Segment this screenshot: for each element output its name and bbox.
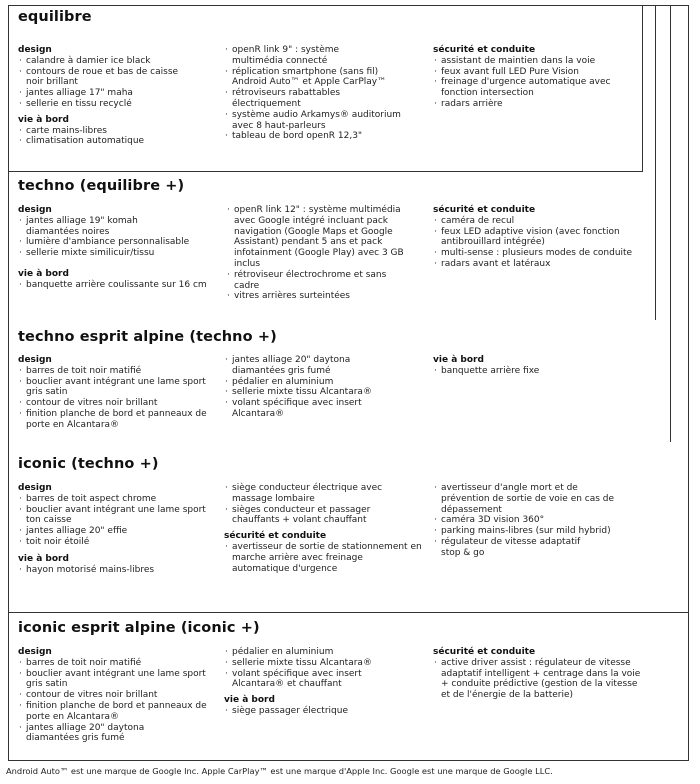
section-iconic-esprit-alpine — [8, 612, 689, 761]
list-item: · barres de toit noir matifié — [18, 366, 228, 377]
list-item: · rétroviseur électrochrome et sans cadre — [226, 270, 404, 292]
group-title: design — [18, 205, 52, 215]
section-title: techno esprit alpine (techno +) — [18, 329, 277, 345]
list-item: · finition planche de bord et panneaux de porte en Alcantara® — [18, 409, 226, 431]
list-item: · carte mains-libres — [18, 126, 218, 137]
list-item: · régulateur de vitesse adaptatif stop & go — [433, 537, 601, 559]
column-2 — [224, 355, 409, 420]
group-title: vie à bord — [18, 268, 69, 279]
list-item: · openR link 12" : système multimédia avec Google intégré incluant pack navigation (Google Maps et Google Assistant) pendant 5 ans et pack infotainment (Google Play) avec 3 GB inclus — [226, 205, 411, 270]
column-1 — [18, 205, 223, 296]
list-item: · contours de roue et bas de caisse noir brillant — [18, 67, 196, 89]
list-item: · active driver assist : régulateur de vitesse adaptatif intelligent + centrage dans la voie + conduite prédictive (gestion de la vitesse et de l'énergie de la batterie) — [433, 658, 641, 701]
column-1 — [18, 483, 223, 580]
column-3 — [433, 45, 633, 110]
group-title: vie à bord — [18, 553, 69, 564]
list-item: · siège conducteur électrique avec massage lombaire — [224, 483, 392, 505]
list-item: · barres de toit aspect chrome — [18, 494, 223, 505]
group-title: vie à bord — [224, 695, 275, 706]
group-title: design — [18, 483, 52, 493]
list-item: · radars avant et latéraux — [433, 259, 643, 270]
list-item: · bouclier avant intégrant une lame sport gris satin — [18, 377, 211, 399]
list-item: · radars arrière — [433, 99, 633, 110]
list-item: · climatisation automatique — [18, 136, 218, 147]
list-item: · siège passager électrique — [224, 706, 414, 717]
list-item: · bouclier avant intégrant une lame sport gris satin — [18, 669, 211, 691]
section-iconic — [8, 442, 689, 612]
list-item: · pédalier en aluminium — [224, 647, 414, 658]
footnote: Android Auto™ est une marque de Google Inc. Apple CarPlay™ est une marque d'Apple Inc. Google est une marque de Google LLC. — [6, 766, 553, 776]
section-techno — [8, 172, 656, 320]
list-item: · rétroviseurs rabattables électriquement — [224, 88, 382, 110]
column-1 — [18, 355, 228, 431]
group-title: design — [18, 45, 52, 55]
list-item: · avertisseur de sortie de stationnement en marche arrière avec freinage automatique d'urgence — [224, 542, 422, 574]
list-item: · réplication smartphone (sans fil) Android Auto™ et Apple CarPlay™ — [224, 67, 412, 89]
section-title: iconic (techno +) — [18, 456, 159, 472]
list-item: · sellerie mixte tissu Alcantara® — [224, 658, 414, 669]
list-item: · calandre à damier ice black — [18, 56, 218, 67]
list-item: · feux LED adaptive vision (avec fonction antibrouillard intégrée) — [433, 227, 636, 249]
list-item: · sellerie mixte similicuir/tissu — [18, 248, 223, 259]
list-item: · banquette arrière fixe — [433, 366, 633, 377]
column-1 — [18, 647, 228, 744]
list-item: · assistant de maintien dans la voie — [433, 56, 633, 67]
list-item: · jantes alliage 20" daytona diamantées gris fumé — [224, 355, 382, 377]
list-item: · multi-sense : plusieurs modes de conduite — [433, 248, 636, 259]
list-item: · sellerie en tissu recyclé — [18, 99, 218, 110]
list-item: · feux avant full LED Pure Vision — [433, 67, 633, 78]
group-title: vie à bord — [433, 355, 484, 365]
column-2 — [224, 45, 414, 142]
list-item: · sièges conducteur et passager chauffants + volant chauffant — [224, 505, 397, 527]
group-title: sécurité et conduite — [433, 45, 536, 55]
list-item: · jantes alliage 17" maha — [18, 88, 218, 99]
column-3 — [433, 355, 633, 377]
list-item: · tableau de bord openR 12,3" — [224, 131, 414, 142]
list-item: · banquette arrière coulissante sur 16 cm — [18, 280, 223, 291]
list-item: · sellerie mixte tissu Alcantara® — [224, 387, 409, 398]
list-item: · parking mains-libres (sur mild hybrid) — [433, 526, 643, 537]
section-equilibre — [8, 5, 643, 172]
list-item: · openR link 9" : système multimédia connecté — [224, 45, 372, 67]
list-item: · toit noir étoilé — [18, 537, 223, 548]
column-2 — [224, 483, 422, 579]
column-3 — [433, 647, 643, 701]
list-item: · vitres arrières surteintées — [226, 291, 411, 302]
section-title: equilibre — [18, 9, 92, 25]
list-item: · barres de toit noir matifié — [18, 658, 228, 669]
column-3 — [433, 483, 643, 559]
list-item: · jantes alliage 20" daytona diamantées gris fumé — [18, 723, 176, 745]
list-item: · lumière d'ambiance personnalisable — [18, 237, 223, 248]
section-title: techno (equilibre +) — [18, 178, 185, 194]
list-item: · hayon motorisé mains-libres — [18, 565, 223, 576]
column-3 — [433, 205, 643, 270]
section-title: iconic esprit alpine (iconic +) — [18, 620, 260, 636]
list-item: · avertisseur d'angle mort et de prévention de sortie de voie en cas de dépassement — [433, 483, 616, 515]
list-item: · contour de vitres noir brillant — [18, 398, 228, 409]
group-title: sécurité et conduite — [433, 647, 536, 657]
column-2 — [226, 205, 411, 302]
group-title: vie à bord — [18, 114, 69, 125]
list-item: · freinage d'urgence automatique avec fonction intersection — [433, 77, 621, 99]
group-title: sécurité et conduite — [224, 531, 327, 542]
column-2 — [224, 647, 414, 722]
list-item: · caméra 3D vision 360° — [433, 515, 643, 526]
list-item: · volant spécifique avec insert Alcantara® et chauffant — [224, 669, 397, 691]
list-item: · caméra de recul — [433, 216, 643, 227]
group-title: design — [18, 355, 52, 365]
list-item: · finition planche de bord et panneaux de porte en Alcantara® — [18, 701, 226, 723]
section-techno-esprit-alpine — [8, 320, 671, 442]
group-title: sécurité et conduite — [433, 205, 536, 215]
list-item: · volant spécifique avec insert Alcantara® — [224, 398, 392, 420]
list-item: · contour de vitres noir brillant — [18, 690, 228, 701]
column-1 — [18, 45, 218, 152]
list-item: · jantes alliage 19" komah diamantées noires — [18, 216, 186, 238]
list-item: · pédalier en aluminium — [224, 377, 409, 388]
group-title: design — [18, 647, 52, 657]
list-item: · système audio Arkamys® auditorium avec 8 haut-parleurs — [224, 110, 417, 132]
list-item: · bouclier avant intégrant une lame sport ton caisse — [18, 505, 211, 527]
list-item: · jantes alliage 20" effie — [18, 526, 223, 537]
